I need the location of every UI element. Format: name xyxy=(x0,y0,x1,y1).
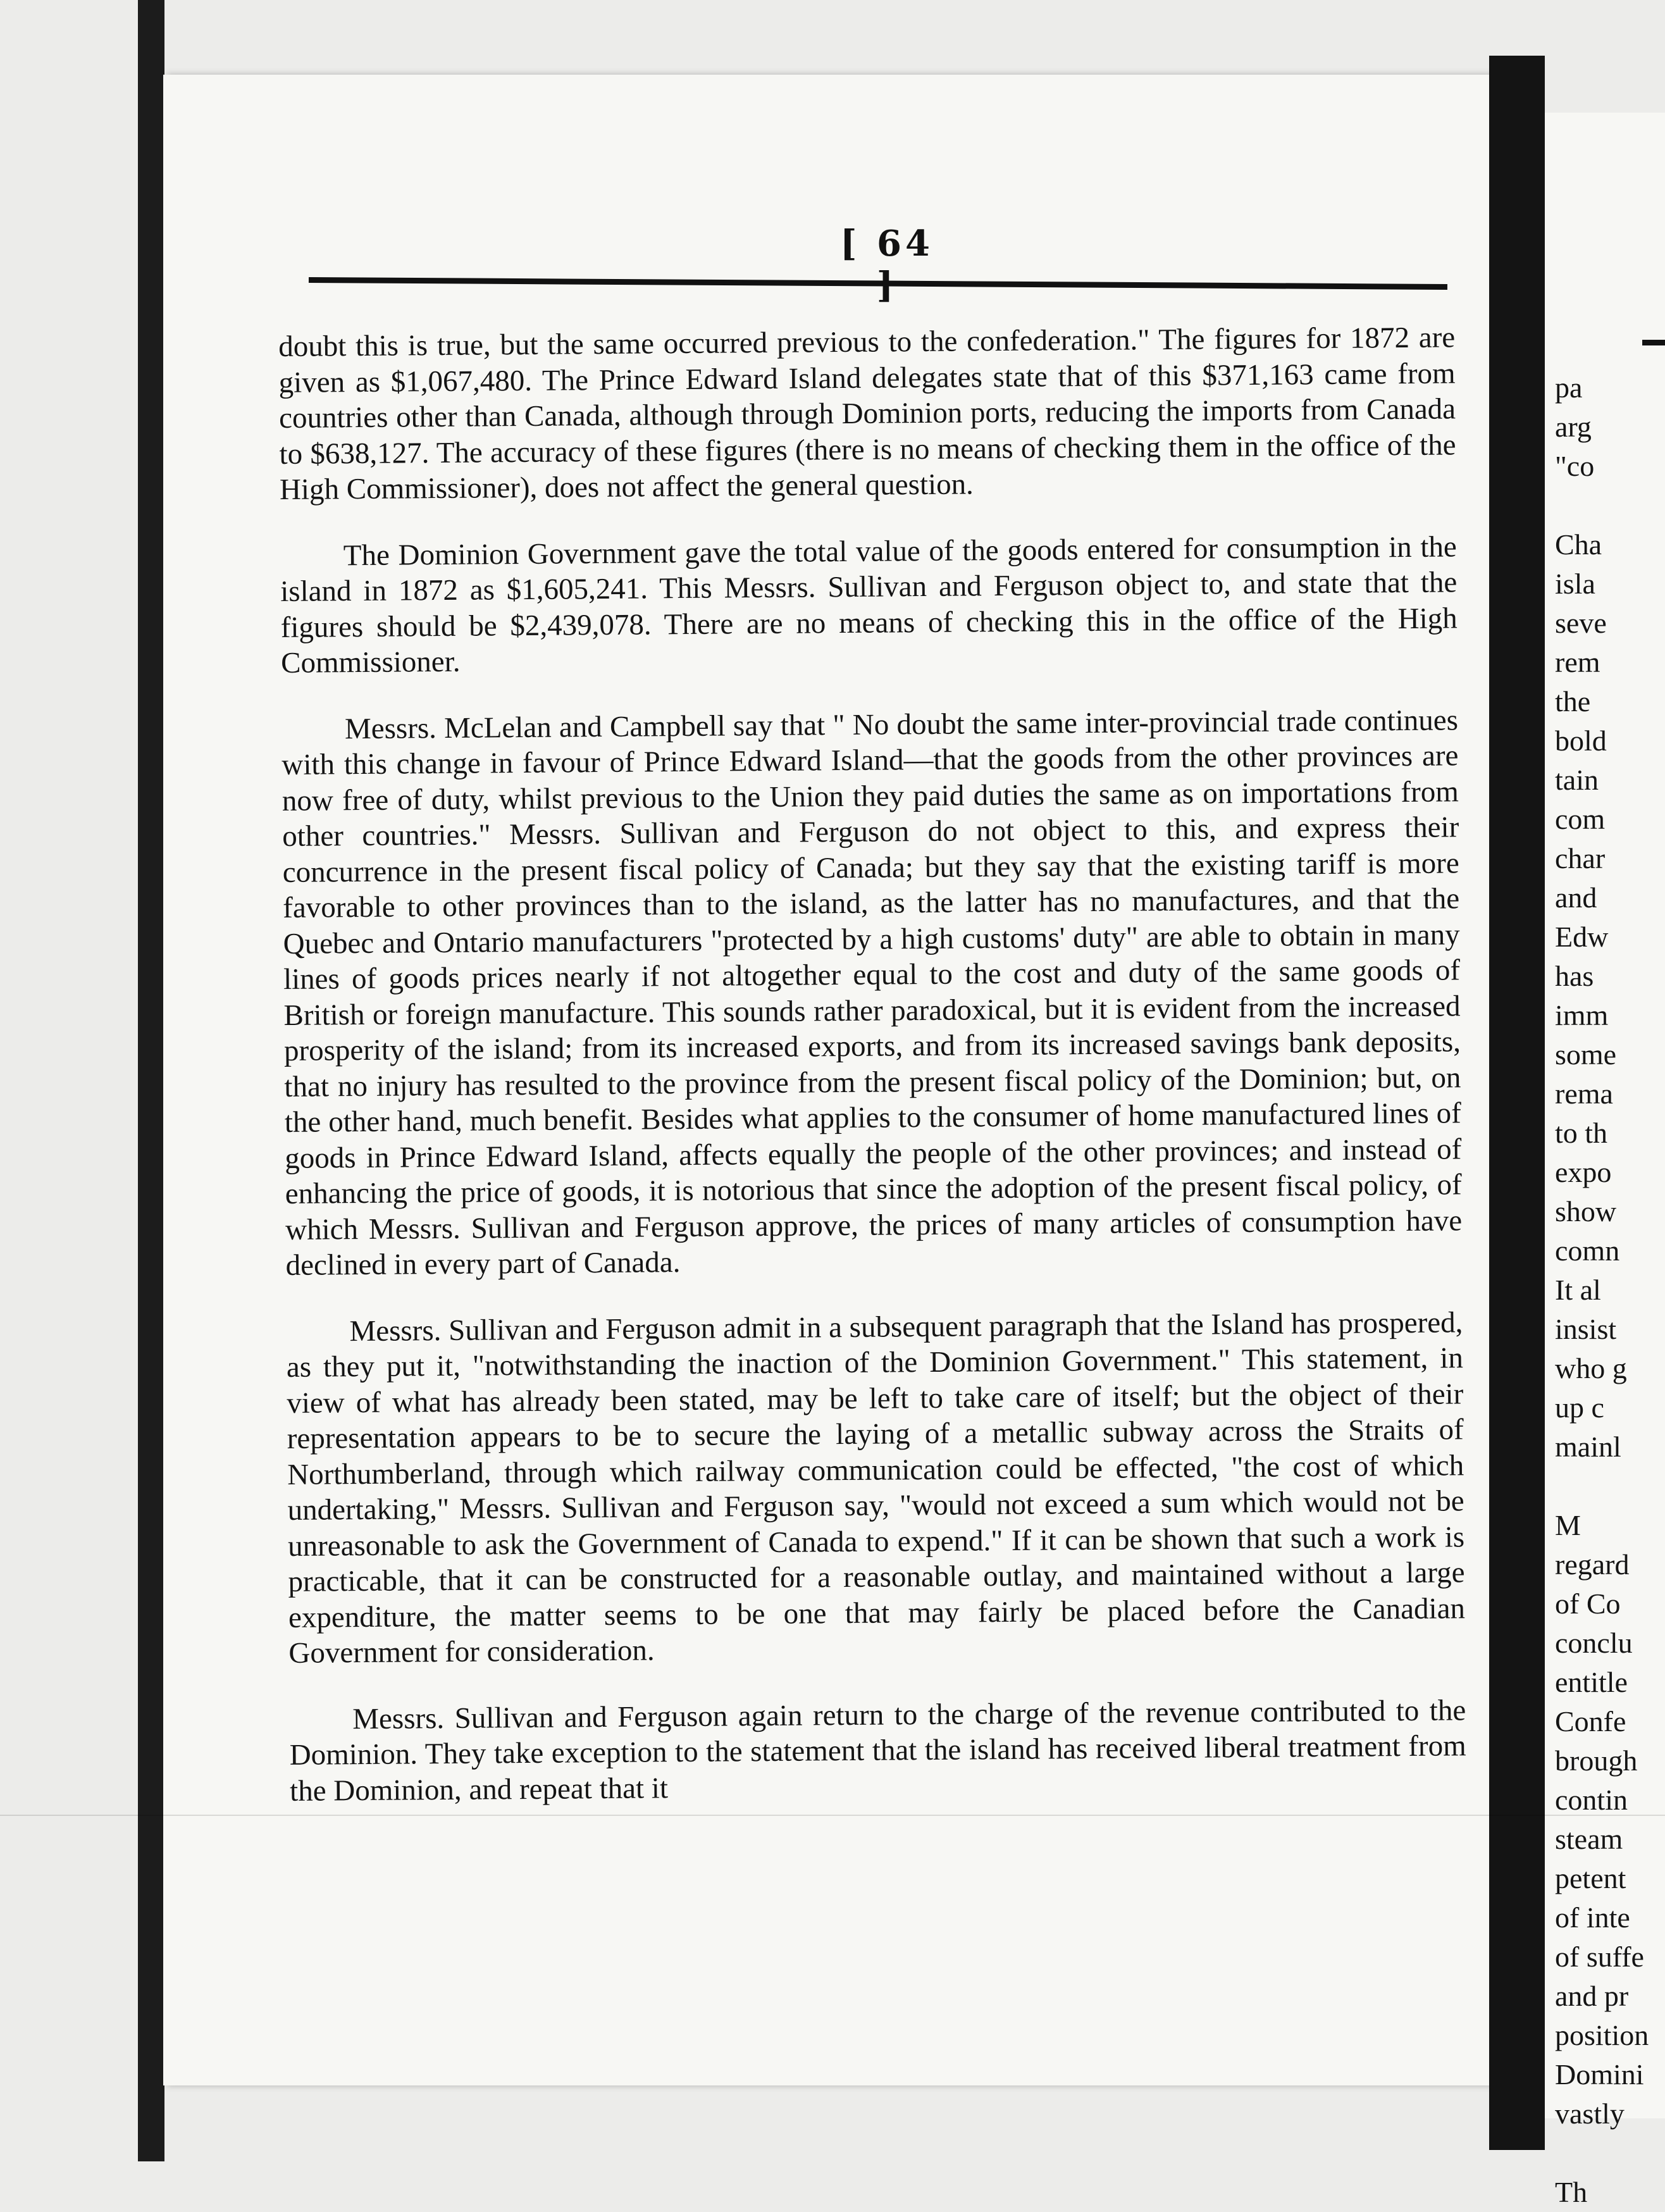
facing-line: Edw xyxy=(1555,921,1609,953)
facing-line: the xyxy=(1555,685,1591,718)
facing-line: arg xyxy=(1555,411,1592,443)
facing-line: of inte xyxy=(1555,1901,1630,1934)
facing-line: tain xyxy=(1555,764,1599,796)
book-gutter xyxy=(1489,56,1545,2150)
facing-line: Th xyxy=(1555,2176,1588,2208)
scan-line-artifact xyxy=(0,1815,1665,1816)
facing-line xyxy=(1555,329,1665,368)
page-body xyxy=(278,320,1467,1839)
facing-line xyxy=(1555,2134,1665,2173)
facing-line: who g xyxy=(1555,1352,1627,1384)
facing-line xyxy=(1555,1467,1665,1506)
facing-line: "co xyxy=(1555,450,1595,482)
facing-line: insist xyxy=(1555,1313,1617,1345)
facing-line: has xyxy=(1555,960,1594,992)
paragraph-metallic-subway: Messrs. Sullivan and Ferguson admit in a subsequent paragraph that the Island has prospered, as they put it, "notwithstanding the inaction of the Dominion Government." This statement, in view of what has already been stated, may be left to take care of itself; but the object of their representation appears to be to secure the laying of a metallic subway across the Straits of Northumberland, through which railway communication could be effected, "the cost of which undertaking," Messrs. Sullivan and Ferguson say, "would not exceed a sum which would not be unreasonable to ask the Government of Canada to expend." If it can be shown that such a work is practicable, that it can be constructed for a reasonable outlay, and maintained without a large expenditure, the matter seems to be one that may fairly be placed before the Canadian Government for consideration. xyxy=(286,1305,1466,1670)
facing-line: steam xyxy=(1555,1823,1623,1855)
facing-line: conclu xyxy=(1555,1627,1633,1659)
facing-line: and xyxy=(1555,881,1597,914)
facing-line: isla xyxy=(1555,568,1595,600)
facing-line: pa xyxy=(1555,371,1583,404)
facing-line: position xyxy=(1555,2019,1649,2051)
facing-line: com xyxy=(1555,803,1606,835)
facing-line: of suffe xyxy=(1555,1941,1644,1973)
facing-line: brough xyxy=(1555,1744,1638,1777)
facing-line: Confe xyxy=(1555,1705,1626,1737)
page-number: [ 64 xyxy=(840,223,934,264)
facing-line: petent xyxy=(1555,1862,1626,1894)
paragraph-continued: doubt this is true, but the same occurred previous to the confederation." The figures for 1872 are given as $1,067,480. The Prince Edward Island delegates state that of this $371,163 came from countries other than Canada, although through Dominion ports, reducing the imports from Canada to $638,127. The accuracy of these figures (there is no means of checking them in the office of the High Commissioner), does not affect the general question. xyxy=(278,321,1456,506)
facing-line: entitle xyxy=(1555,1666,1628,1698)
facing-line: rema xyxy=(1555,1078,1613,1110)
left-binding-edge xyxy=(138,0,164,2161)
facing-page-text xyxy=(1555,329,1665,2212)
facing-line: and pr xyxy=(1555,1980,1629,2012)
facing-line: contin xyxy=(1555,1784,1628,1816)
facing-line: up c xyxy=(1555,1391,1604,1424)
facing-line: Cha xyxy=(1555,528,1602,561)
facing-line: rem xyxy=(1555,646,1600,678)
facing-line: M xyxy=(1555,1509,1581,1541)
facing-line: vastly xyxy=(1555,2097,1625,2130)
facing-line: show xyxy=(1555,1195,1617,1227)
paragraph-revenue-charge: Messrs. Sullivan and Ferguson again return to the charge of the revenue contributed to the Dominion. They take exception to the statement that the island has received liberal treatment from the Dominion, and repeat that it xyxy=(289,1693,1466,1808)
facing-line: expo xyxy=(1555,1156,1612,1188)
facing-line xyxy=(1555,486,1665,525)
facing-line: Domini xyxy=(1555,2058,1644,2091)
facing-line: bold xyxy=(1555,724,1607,757)
facing-line: some xyxy=(1555,1038,1617,1071)
facing-line: mainl xyxy=(1555,1431,1621,1463)
facing-line: comn xyxy=(1555,1234,1620,1267)
facing-line: regard xyxy=(1555,1548,1630,1581)
paragraph-interprovincial-trade: Messrs. McLelan and Campbell say that " No doubt the same inter-provincial trade continues with this change in favour of Prince Edward Island—that the goods from the other provinces are now free of duty, whilst previous to the Union they paid duties the same as on importations from other countries." Messrs. Sullivan and Ferguson do not object to this, and express their concurrence in the present fiscal policy of Canada; but they say that the existing tariff is more favorable to other provinces than to the island, as the latter has no manufactures, and that the Quebec and Ontario manufacturers "protected by a high customs' duty" are able to obtain in many lines of goods prices nearly if not altogether equal to the cost and duty of the same goods of British or foreign manufacture. This sounds rather paradoxical, but it is evident from the increased prosperity of the island; from its increased exports, and from its increased savings bank deposits, that no injury has resulted to the province from the present fiscal policy of the Dominion; but, on the other hand, much benefit. Besides what applies to the consumer of home manufactured lines of goods in Prince Edward Island, affects equally the people of the other provinces; and instead of enhancing the price of goods, it is notorious that since the adoption of the present fiscal policy, of which Messrs. Sullivan and Ferguson approve, the prices of many articles of consumption have declined in every part of Canada. xyxy=(282,703,1463,1282)
facing-line: It al xyxy=(1555,1274,1601,1306)
facing-line: to th xyxy=(1555,1117,1608,1149)
facing-line: imm xyxy=(1555,999,1609,1031)
paragraph-dominion-goods: The Dominion Government gave the total value of the goods entered for consumption in the island in 1872 as $1,605,241. This Messrs. Sullivan and Ferguson object to, and state that the figures should be $2,439,078. There are no means of checking this in the office of the High Commissioner. xyxy=(280,530,1458,680)
facing-line: char xyxy=(1555,842,1606,874)
facing-line: of Co xyxy=(1555,1588,1621,1620)
facing-line: seve xyxy=(1555,607,1607,639)
